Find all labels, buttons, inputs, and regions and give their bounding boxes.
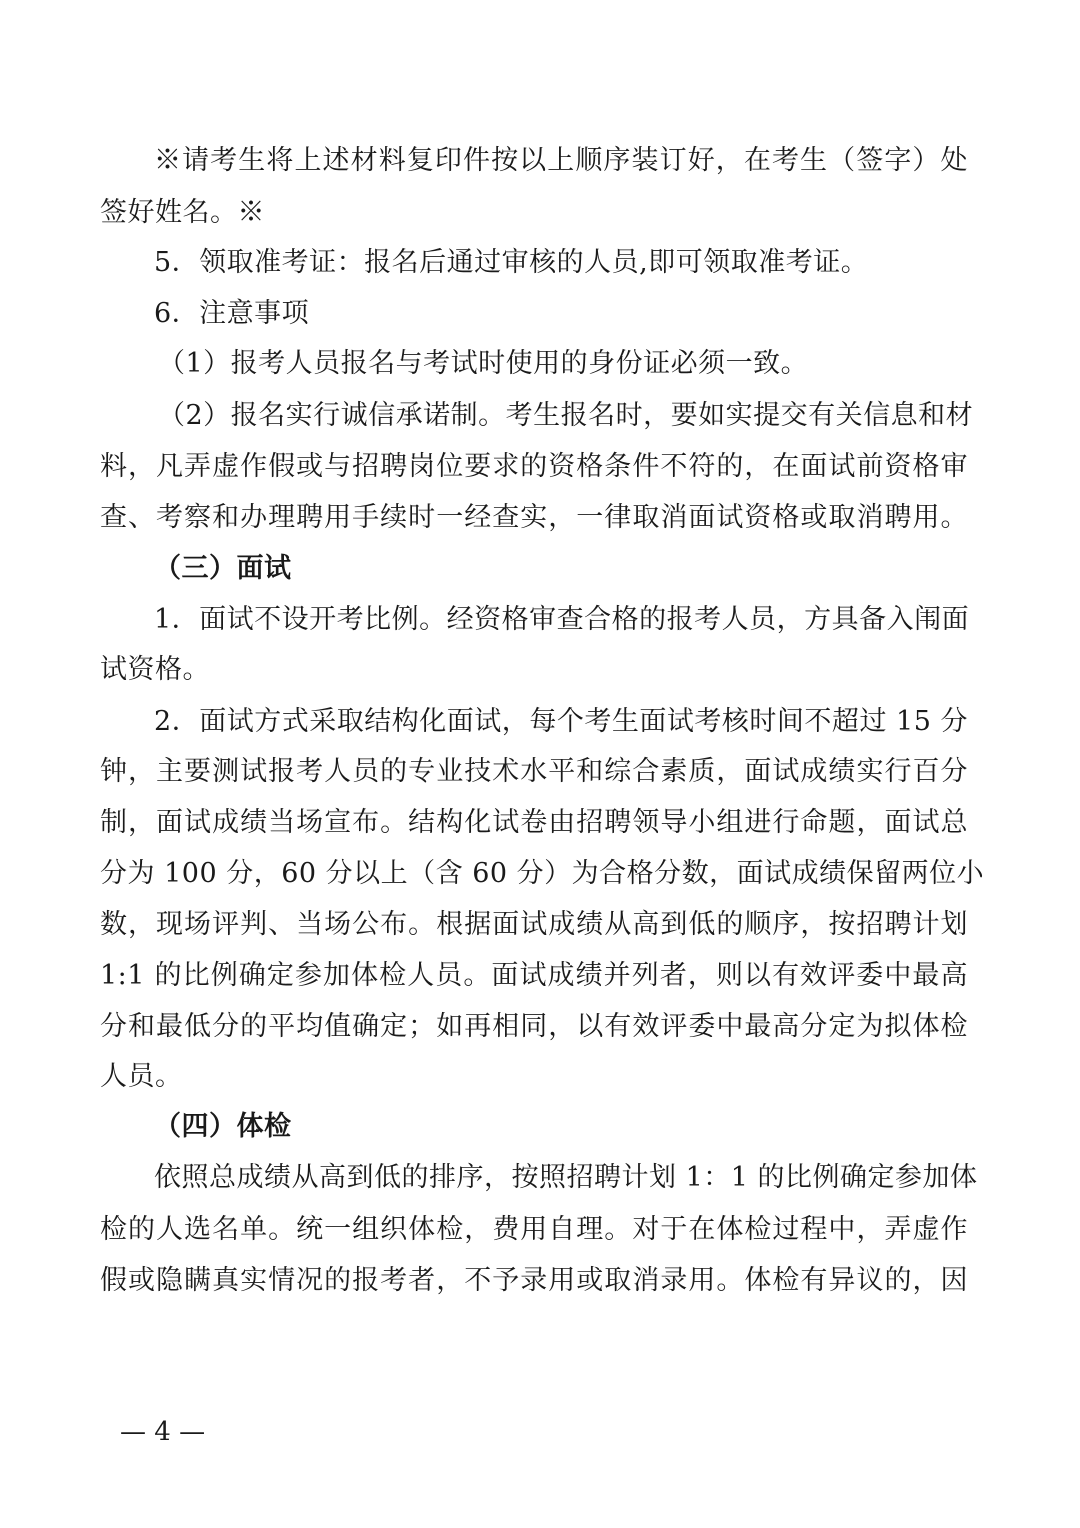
interview-2-line-7: 分和最低分的平均值确定；如再相同，以有效评委中最高分定为拟体检 — [100, 1011, 968, 1042]
item-6-notes-heading: 6．注意事项 — [154, 298, 310, 329]
interview-2-line-6: 1:1 的比例确定参加体检人员。面试成绩并列者，则以有效评委中最高 — [100, 960, 968, 991]
note-line-2: 签好姓名。※ — [100, 197, 265, 228]
medical-line-1: 依照总成绩从高到低的排序，按照招聘计划 1：1 的比例确定参加体 — [154, 1162, 978, 1193]
interview-2-line-3: 制，面试成绩当场宣布。结构化试卷由招聘领导小组进行命题，面试总 — [100, 807, 968, 838]
interview-2-line-1: 2．面试方式采取结构化面试，每个考生面试考核时间不超过 15 分 — [154, 706, 968, 737]
interview-2-line-2: 钟，主要测试报考人员的专业技术水平和综合素质，面试成绩实行百分 — [100, 756, 968, 787]
note-line-1: ※请考生将上述材料复印件按以上顺序装订好，在考生（签字）处 — [154, 145, 968, 176]
note-2-line-2: 料，凡弄虚作假或与招聘岗位要求的资格条件不符的，在面试前资格审 — [100, 451, 968, 482]
interview-1-line-1: 1．面试不设开考比例。经资格审查合格的报考人员，方具备入闱面 — [154, 604, 970, 635]
interview-1-line-2: 试资格。 — [100, 654, 210, 685]
page-number: — 4 — — [120, 1417, 206, 1447]
item-5-admission-ticket: 5．领取准考证：报名后通过审核的人员,即可领取准考证。 — [154, 247, 869, 278]
interview-2-line-5: 数，现场评判、当场公布。根据面试成绩从高到低的顺序，按招聘计划 — [100, 909, 968, 940]
medical-line-3: 假或隐瞒真实情况的报考者，不予录用或取消录用。体检有异议的，因 — [100, 1265, 968, 1296]
interview-2-line-4: 分为 100 分，60 分以上（含 60 分）为合格分数，面试成绩保留两位小 — [100, 858, 985, 889]
interview-2-line-8: 人员。 — [100, 1061, 183, 1092]
note-2-line-3: 查、考察和办理聘用手续时一经查实，一律取消面试资格或取消聘用。 — [100, 502, 968, 533]
note-2-line-1: （2）报名实行诚信承诺制。考生报名时，要如实提交有关信息和材 — [158, 400, 974, 431]
section-medical-heading: （四）体检 — [154, 1111, 292, 1142]
section-interview-heading: （三）面试 — [154, 553, 292, 584]
medical-line-2: 检的人选名单。统一组织体检，费用自理。对于在体检过程中，弄虚作 — [100, 1214, 968, 1245]
note-1-id-card: （1）报考人员报名与考试时使用的身份证必须一致。 — [158, 348, 809, 379]
